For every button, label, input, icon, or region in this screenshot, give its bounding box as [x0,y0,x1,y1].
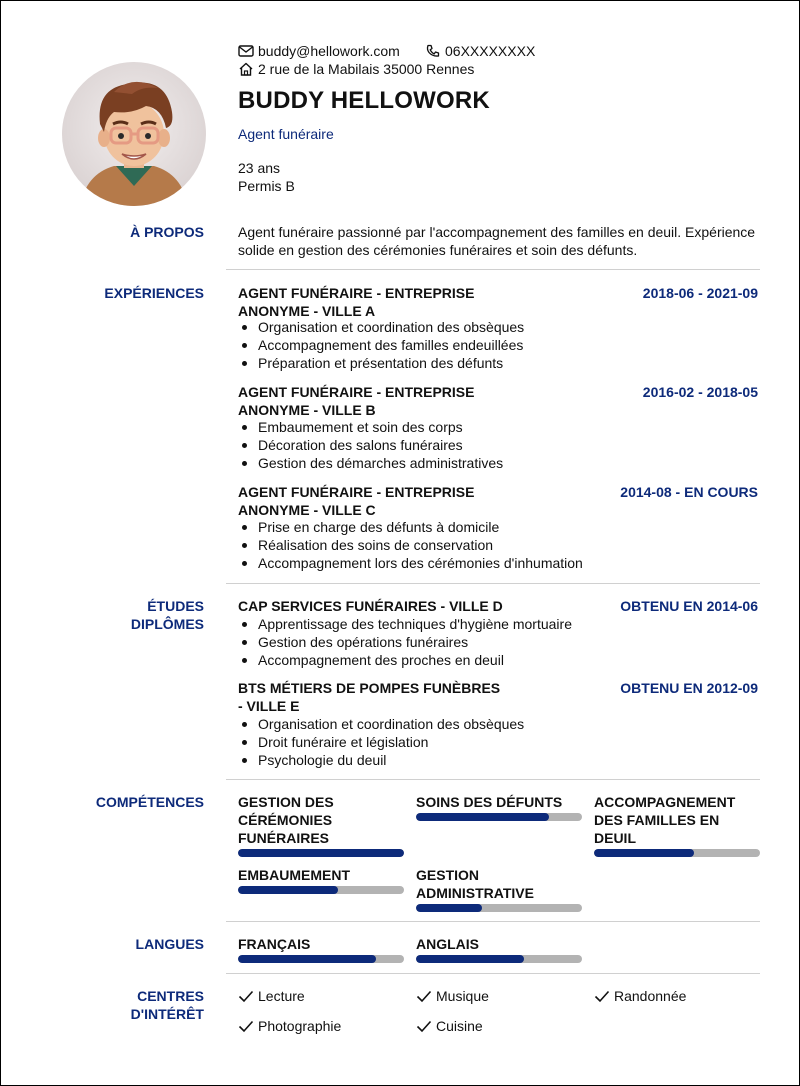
section-label-line: D'INTÉRÊT [130,1006,204,1022]
list-item: Décoration des salons funéraires [238,436,503,454]
age: 23 ans [238,160,281,176]
phone-icon [425,44,441,58]
list-item: Organisation et coordination des obsèques [238,318,524,336]
section-divider [226,921,760,922]
interest-item [238,1017,341,1035]
experience-bullets [238,418,503,472]
profile-photo [62,62,206,206]
section-label-interests [131,987,204,1023]
section-divider [226,269,760,270]
language-item [416,935,582,963]
skill-item [238,866,404,894]
skill-item [416,793,582,821]
experience-date: 2016-02 - 2018-05 [642,384,758,400]
skill-name: GESTION DES CÉRÉMONIES FUNÉRAIRES [238,794,334,846]
language-bar-fill [416,955,524,963]
envelope-icon [238,44,254,58]
list-item: Embaumement et soin des corps [238,418,503,436]
list-item: Organisation et coordination des obsèques [238,715,524,733]
candidate-name: BUDDY HELLOWORK [238,87,490,114]
skill-bar [416,904,582,912]
section-divider [226,583,760,584]
check-icon [416,989,432,1003]
skill-name: GESTION ADMINISTRATIVE [416,867,534,901]
interest-item [416,987,489,1005]
language-bar [238,955,404,963]
contact-email[interactable] [238,43,400,59]
list-item: Droit funéraire et législation [238,733,524,751]
list-item: Accompagnement des familles endeuillées [238,336,524,354]
language-bar-fill [238,955,376,963]
driving-license: Permis B [238,178,295,194]
experience-bullets [238,518,583,572]
check-icon [416,1019,432,1033]
list-item: Réalisation des soins de conservation [238,536,583,554]
job-title: Agent funéraire [238,126,334,142]
interest-label: Photographie [258,1018,342,1034]
skill-name: SOINS DES DÉFUNTS [416,794,563,810]
section-label-line: DIPLÔMES [130,616,204,632]
experience-title: AGENT FUNÉRAIRE - ENTREPRISE ANONYME - VILLE A [238,285,475,319]
experience-bullets [238,318,524,372]
skill-item [416,866,582,912]
education-bullets [238,615,572,669]
interest-item [416,1017,483,1035]
section-label-skills: COMPÉTENCES [95,794,204,810]
interest-label: Cuisine [436,1018,483,1034]
skill-bar-fill [416,813,549,821]
skill-name: EMBAUMEMENT [238,867,350,883]
address-text: 2 rue de la Mabilais 35000 Rennes [258,61,475,77]
section-label-line: CENTRES [137,988,204,1004]
skill-name: ACCOMPAGNEMENT DES FAMILLES EN DEUIL [594,794,736,846]
language-name: FRANÇAIS [238,936,311,952]
experience-title: AGENT FUNÉRAIRE - ENTREPRISE ANONYME - VILLE C [238,484,475,518]
interest-label: Randonnée [614,988,687,1004]
about-text: Agent funéraire passionné par l'accompagnement des familles en deuil. Expérience solide en gestion des cérémonies funéraires et soin des défunts. [238,224,756,258]
skill-bar-fill [594,849,694,857]
skill-bar [416,813,582,821]
education-bullets [238,715,524,769]
section-divider [226,973,760,974]
list-item: Préparation et présentation des défunts [238,354,524,372]
section-label-education [131,597,204,633]
education-title: CAP SERVICES FUNÉRAIRES - VILLE D [238,598,503,614]
skill-bar-fill [416,904,482,912]
education-title: BTS MÉTIERS DE POMPES FUNÈBRES - VILLE E [238,680,501,714]
list-item: Psychologie du deuil [238,751,524,769]
contact-address [238,61,474,77]
skill-bar-fill [238,886,338,894]
list-item: Gestion des opérations funéraires [238,633,572,651]
list-item: Accompagnement des proches en deuil [238,651,572,669]
section-label-experiences: EXPÉRIENCES [104,285,204,301]
phone-text[interactable]: 06XXXXXXXX [445,43,536,59]
section-label-about: À PROPOS [130,224,204,240]
list-item: Apprentissage des techniques d'hygiène mortuaire [238,615,572,633]
experience-title: AGENT FUNÉRAIRE - ENTREPRISE ANONYME - VILLE B [238,384,475,418]
list-item: Accompagnement lors des cérémonies d'inhumation [238,554,583,572]
education-date: OBTENU EN 2014-06 [620,598,758,614]
check-icon [238,989,254,1003]
experience-date: 2014-08 - EN COURS [620,484,758,500]
language-bar [416,955,582,963]
education-date: OBTENU EN 2012-09 [620,680,758,696]
email-text[interactable]: buddy@hellowork.com [258,43,400,59]
interest-label: Musique [436,988,489,1004]
list-item: Prise en charge des défunts à domicile [238,518,583,536]
experience-date: 2018-06 - 2021-09 [642,285,758,301]
language-item [238,935,404,963]
interest-item [238,987,305,1005]
home-icon [238,62,254,76]
interest-item [594,987,686,1005]
check-icon [238,1019,254,1033]
section-label-line: ÉTUDES [147,598,204,614]
skill-bar [594,849,760,857]
skill-item [238,793,404,857]
skill-bar [238,886,404,894]
skill-item [594,793,760,857]
skill-bar-fill [238,849,404,857]
list-item: Gestion des démarches administratives [238,454,503,472]
interest-label: Lecture [258,988,305,1004]
section-divider [226,779,760,780]
check-icon [594,989,610,1003]
language-name: ANGLAIS [416,936,479,952]
section-label-languages: LANGUES [135,936,204,952]
contact-phone[interactable] [425,43,535,59]
skill-bar [238,849,404,857]
